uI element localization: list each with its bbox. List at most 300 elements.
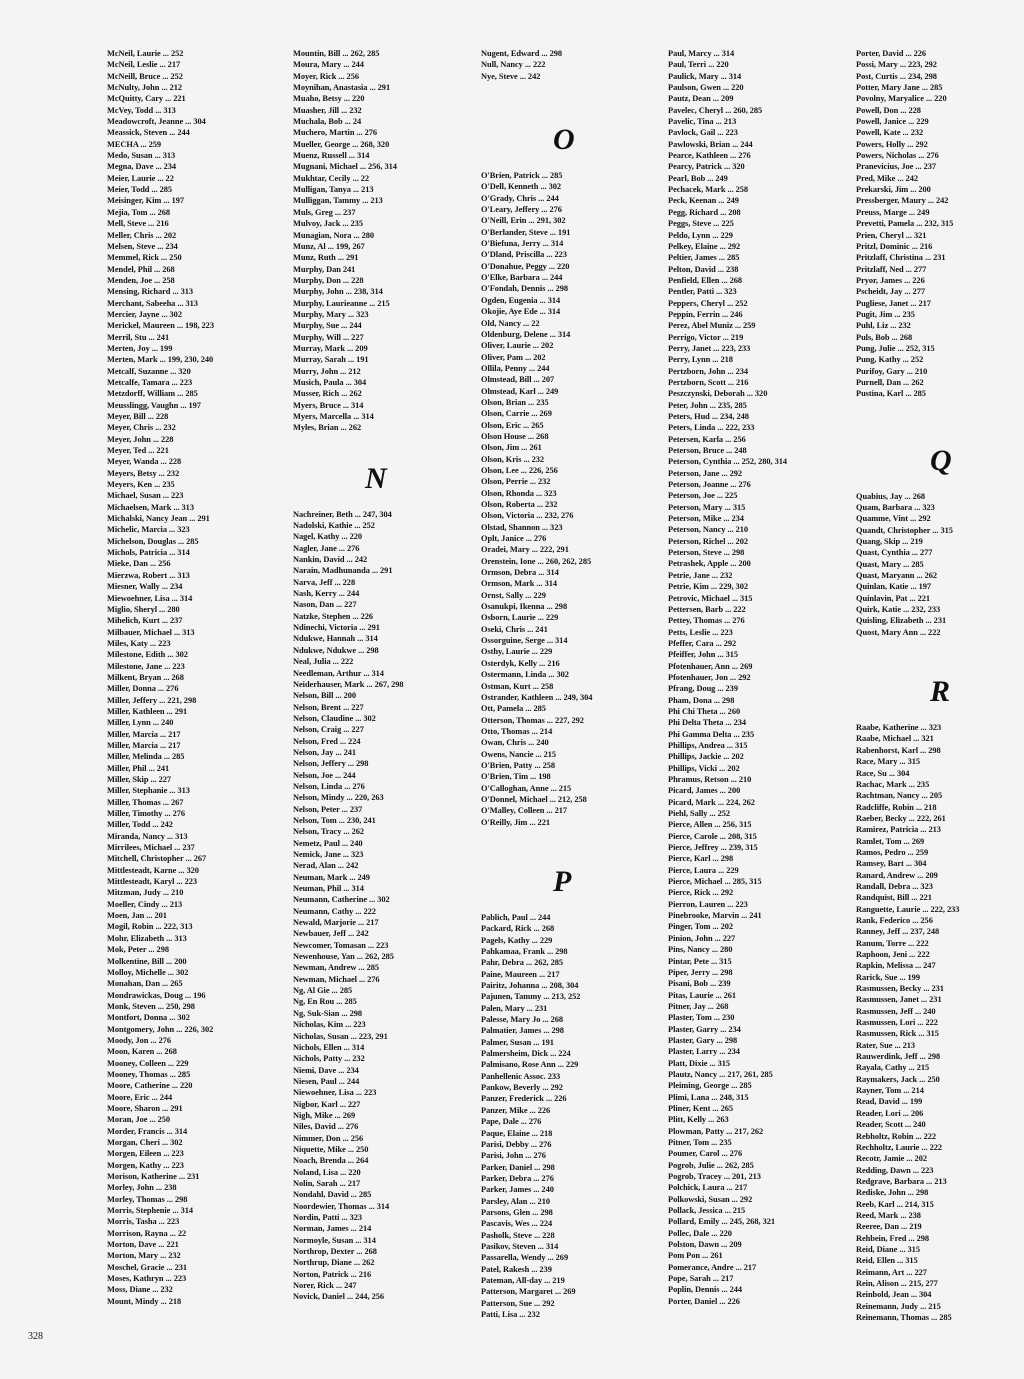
index-entry: Pearce, Kathleen ... 276 xyxy=(668,151,751,161)
index-entry: McNeil, Laurie ... 252 xyxy=(107,49,184,58)
index-entry: Paulick, Mary ... 314 xyxy=(668,71,742,81)
index-entry: Quabius, Jay ... 268 xyxy=(856,491,926,501)
index-entry: Mooney, Thomas ... 285 xyxy=(107,1069,191,1079)
index-entry: Nash, Kerry ... 244 xyxy=(293,589,360,599)
index-entry: Michalski, Nancy Jean ... 291 xyxy=(107,514,210,524)
index-entry: Phillips, Vicki ... 202 xyxy=(668,763,740,773)
index-entry: Moran, Joe ... 250 xyxy=(107,1115,171,1125)
index-entry: Nelson, Joe ... 244 xyxy=(293,770,356,780)
index-entry: Oliver, Pam ... 202 xyxy=(481,352,546,362)
index-entry: Panzer, Mike ... 226 xyxy=(481,1105,551,1115)
index-entry: Pitner, Tom ... 235 xyxy=(668,1138,732,1147)
index-entry: Muls, Greg ... 237 xyxy=(293,207,356,217)
index-entry: Reader, Scott ... 240 xyxy=(856,1120,926,1130)
index-entry: Miller, Thomas ... 267 xyxy=(107,797,184,807)
index-entry: Petrie, Jane ... 232 xyxy=(668,570,733,580)
index-entry: Meyer, Ted ... 221 xyxy=(107,446,169,456)
index-entry: Pasholk, Steve ... 228 xyxy=(481,1230,555,1240)
index-entry: Peters, Hud ... 234, 248 xyxy=(668,412,749,421)
index-entry: Peterson, Nancy ... 210 xyxy=(668,525,749,535)
index-entry: Michael, Susan ... 223 xyxy=(107,491,184,501)
index-entry: Merril, Stu ... 241 xyxy=(107,332,170,342)
index-entry: Pelton, David ... 238 xyxy=(668,264,739,274)
index-entry: Phillips, Jackie ... 202 xyxy=(668,752,744,762)
index-entry: Miranda, Nancy ... 313 xyxy=(107,831,188,841)
index-entry: Melsen, Steve ... 234 xyxy=(107,241,178,251)
index-entry: Milkent, Bryan ... 268 xyxy=(107,672,184,682)
index-entry: O'Dland, Priscilla ... 223 xyxy=(481,250,567,260)
index-entry: Niewoehner, Lisa ... 223 xyxy=(293,1088,377,1098)
index-entry: Meadowcroft, Jeanne ... 304 xyxy=(107,117,206,127)
index-entry: Myles, Brian ... 262 xyxy=(293,423,362,433)
index-entry: Mittlesteadt, Karne ... 320 xyxy=(107,865,199,875)
index-entry: Nelson, Tracy ... 262 xyxy=(293,827,364,837)
index-entry: Olson, Victoria ... 232, 276 xyxy=(481,511,574,521)
index-entry: Olson, Carrie ... 269 xyxy=(481,409,552,419)
index-entry: Monk, Steven ... 250, 298 xyxy=(107,1001,195,1011)
index-entry: Pegg, Richard ... 208 xyxy=(668,207,741,217)
index-entry: Plaster, Larry ... 234 xyxy=(668,1047,740,1057)
index-entry: Packard, Rick ... 268 xyxy=(481,924,555,934)
index-entry: Olson, Kris ... 232 xyxy=(481,454,545,464)
index-entry: Panzer, Frederick ... 226 xyxy=(481,1094,567,1104)
index-entry: Metcalfe, Tamara ... 223 xyxy=(107,377,193,387)
index-entry: Neumann, Cathy ... 222 xyxy=(293,906,376,916)
index-entry: Ranguette, Laurie ... 222, 233 xyxy=(856,904,960,914)
index-entry: Morgan, Cheri ... 302 xyxy=(107,1138,183,1147)
index-entry: Pierce, Rick ... 292 xyxy=(668,888,734,898)
index-entry: Preuss, Marge ... 249 xyxy=(856,207,930,217)
index-entry: O'Brien, Patrick ... 285 xyxy=(481,171,563,181)
index-entry: Normoyle, Susan ... 314 xyxy=(293,1235,376,1245)
index-entry: Nelson, Fred ... 224 xyxy=(293,736,361,746)
index-entry: MECHA ... 259 xyxy=(107,139,162,149)
index-column-4 xyxy=(668,48,846,1307)
index-entry: Pavelic, Tina ... 213 xyxy=(668,117,737,127)
index-entry: Miller, Phil ... 241 xyxy=(107,763,170,773)
index-entry: McNeil, Leslie ... 217 xyxy=(107,60,181,70)
index-entry: Ott, Pamela ... 285 xyxy=(481,704,546,714)
index-entry: Powell, Janice ... 229 xyxy=(856,117,929,127)
index-entry: Meier, Todd ... 285 xyxy=(107,185,173,195)
index-entry: Neuman, Phil ... 314 xyxy=(293,884,364,894)
index-entry: Perez, Abel Muniz ... 259 xyxy=(668,321,756,331)
index-entry: Peterson, Cynthia ... 252, 280, 314 xyxy=(668,457,787,467)
index-entry: Meyer, Bill ... 228 xyxy=(107,412,169,421)
index-entry: Pearl, Bob ... 249 xyxy=(668,173,728,183)
index-entry: Milestone, Edith ... 302 xyxy=(107,650,188,660)
index-entry: Northrup, Diane ... 262 xyxy=(293,1258,375,1268)
index-entry: Pfeffer, Cara ... 292 xyxy=(668,638,737,648)
index-entry: Oliver, Laurie ... 202 xyxy=(481,341,554,351)
index-entry: Perry, Lynn ... 218 xyxy=(668,355,733,365)
index-entry: Peterson, Richel ... 202 xyxy=(668,536,748,546)
index-entry: Piper, Jerry ... 298 xyxy=(668,967,733,977)
index-entry: Palen, Mary ... 231 xyxy=(481,1003,548,1013)
index-entry: Molkentine, Bill ... 200 xyxy=(107,956,187,966)
index-entry: Rebholtz, Robin ... 222 xyxy=(856,1131,937,1141)
index-entry: Pugit, Jim ... 235 xyxy=(856,309,915,319)
index-entry: Pfotenhauer, Jon ... 292 xyxy=(668,672,751,682)
index-entry: Miglio, Sheryl ... 280 xyxy=(107,604,180,614)
index-entry: Nigh, Mike ... 269 xyxy=(293,1110,356,1120)
index-entry: Mount, Mindy ... 218 xyxy=(107,1296,182,1306)
index-entry: Moore, Sharon ... 291 xyxy=(107,1103,183,1113)
index-entry: Pelkey, Elaine ... 292 xyxy=(668,241,741,251)
index-entry: Reeb, Karl ... 214, 315 xyxy=(856,1199,934,1209)
index-entry: Pollack, Jessica ... 215 xyxy=(668,1206,746,1216)
index-entry: Ng, En Rou ... 285 xyxy=(293,997,357,1007)
index-entry: Quam, Barbara ... 323 xyxy=(856,503,935,512)
index-entry: Olson, Eric ... 265 xyxy=(481,420,544,430)
index-entry: Purnell, Dan ... 262 xyxy=(856,377,924,387)
index-entry: Plaster, Tom ... 230 xyxy=(668,1013,735,1023)
index-entry: Peppers, Cheryl ... 252 xyxy=(668,298,748,308)
index-entry: Mogil, Robin ... 222, 313 xyxy=(107,922,193,932)
index-entry: Pfotenhauer, Ann ... 269 xyxy=(668,661,753,671)
index-entry: Muchero, Martin ... 276 xyxy=(293,128,378,138)
index-entry: Needleman, Arthur ... 314 xyxy=(293,668,384,678)
index-entry: Powell, Don ... 228 xyxy=(856,105,921,115)
index-entry: Mueller, George ... 268, 320 xyxy=(293,139,390,149)
index-entry: Ndukwe, Ndukwe ... 298 xyxy=(293,645,379,655)
index-entry: Michols, Patricia ... 314 xyxy=(107,548,190,558)
index-entry: Moses, Kathryn ... 223 xyxy=(107,1274,187,1284)
index-entry: Moeller, Cindy ... 213 xyxy=(107,899,183,909)
index-entry: Merickel, Maureen ... 198, 223 xyxy=(107,321,214,331)
index-entry: Pasikov, Steven ... 314 xyxy=(481,1241,559,1251)
index-entry: Nemetz, Paul ... 240 xyxy=(293,838,363,848)
index-entry: Reader, Lori ... 206 xyxy=(856,1108,924,1118)
index-entry: McNulty, John ... 212 xyxy=(107,83,183,93)
index-entry: Polston, Dawn ... 209 xyxy=(668,1240,742,1250)
index-entry: Oplt, Janice ... 276 xyxy=(481,534,547,544)
index-entry: Neal, Julia ... 222 xyxy=(293,657,354,667)
index-entry: Montfort, Donna ... 302 xyxy=(107,1013,190,1023)
index-entry: Miller, Todd ... 242 xyxy=(107,820,173,830)
index-entry: Noach, Brenda ... 264 xyxy=(293,1156,369,1166)
index-entry: Morton, Mary ... 232 xyxy=(107,1251,181,1261)
index-entry: Nachreiner, Beth ... 247, 304 xyxy=(293,509,392,519)
index-entry: Ormson, Debra ... 314 xyxy=(481,568,559,578)
index-entry: Oseki, Chris ... 241 xyxy=(481,624,548,634)
index-entry: Quisling, Elizabeth ... 231 xyxy=(856,616,947,626)
index-entry: Morder, Francis ... 314 xyxy=(107,1126,188,1136)
index-entry: Murphy, Laurieanne ... 215 xyxy=(293,298,390,308)
index-entry: Mirrilees, Michael ... 237 xyxy=(107,843,195,853)
index-entry: Pustina, Karl ... 285 xyxy=(856,389,926,399)
index-entry: Pierce, Michael ... 285, 315 xyxy=(668,877,762,887)
index-entry: Olstad, Shannon ... 323 xyxy=(481,522,563,532)
index-entry: Ndinechi, Victoria ... 291 xyxy=(293,623,380,633)
index-entry: Pierce, Carole ... 208, 315 xyxy=(668,831,757,841)
index-entry: Owan, Chris ... 240 xyxy=(481,738,549,748)
index-entry: Murphy, Dan 241 xyxy=(293,264,356,274)
index-entry: Quandt, Christopher ... 315 xyxy=(856,525,953,535)
index-entry: Musser, Rich ... 262 xyxy=(293,389,362,399)
index-entry: Raphoon, Jeni ... 222 xyxy=(856,950,930,959)
index-entry: Michelson, Douglas ... 285 xyxy=(107,536,199,546)
index-entry: O'Elke, Barbara ... 244 xyxy=(481,273,563,283)
index-entry: Nelson, Bill ... 200 xyxy=(293,691,356,701)
index-entry: Quost, Mary Ann ... 222 xyxy=(856,627,941,637)
index-entry: Pliner, Kent ... 265 xyxy=(668,1103,733,1113)
index-entry: Morgen, Kathy ... 223 xyxy=(107,1160,184,1170)
index-entry: Pautz, Dean ... 209 xyxy=(668,94,734,104)
index-entry: Parsons, Glen ... 298 xyxy=(481,1207,553,1217)
index-entry: Pettersen, Barb ... 222 xyxy=(668,604,746,614)
index-entry: Pung, Julie ... 252, 315 xyxy=(856,343,935,353)
index-entry: Ranum, Torre ... 222 xyxy=(856,938,929,948)
index-entry: Peters, Linda ... 222, 233 xyxy=(668,423,755,433)
index-entry: Quast, Cynthia ... 277 xyxy=(856,548,933,558)
index-entry: Ormson, Mark ... 314 xyxy=(481,579,557,589)
index-entry: Nason, Dan ... 227 xyxy=(293,600,357,610)
index-entry: Mohr, Elizabeth ... 313 xyxy=(107,933,187,943)
index-entry: Palmer, Susan ... 191 xyxy=(481,1037,554,1047)
index-entry: Quamme, Vint ... 292 xyxy=(856,514,931,524)
index-entry: Munz, Ruth ... 291 xyxy=(293,253,359,263)
index-entry: Raabe, Michael ... 321 xyxy=(856,734,934,744)
index-entry: Radcliffe, Robin ... 218 xyxy=(856,802,937,812)
index-entry: Petersen, Karla ... 256 xyxy=(668,434,746,444)
index-entry: Olson, Jim ... 261 xyxy=(481,443,542,453)
index-entry: Peterson, Mike ... 234 xyxy=(668,514,744,524)
index-entry: Nelson, Peter ... 237 xyxy=(293,804,363,814)
section-letter-p: P xyxy=(553,864,572,898)
index-entry: Milestone, Jane ... 223 xyxy=(107,661,185,671)
index-entry: Murray, Mark ... 209 xyxy=(293,343,368,353)
index-entry: Pung, Kathy ... 252 xyxy=(856,355,924,365)
index-entry: Rachtman, Nancy ... 205 xyxy=(856,791,943,801)
index-entry: Powers, Holly ... 292 xyxy=(856,139,928,149)
index-entry: Possi, Mary ... 223, 292 xyxy=(856,60,937,70)
index-entry: Pryor, James ... 226 xyxy=(856,275,925,285)
index-entry: Race, Su ... 304 xyxy=(856,768,910,778)
index-entry: Miles, Katy ... 223 xyxy=(107,638,171,648)
index-entry: Nicholas, Susan ... 223, 291 xyxy=(293,1031,388,1041)
index-entry: Petrovic, Michael ... 315 xyxy=(668,593,753,603)
index-entry: Ramirez, Patricia ... 213 xyxy=(856,825,941,835)
index-entry: Nordin, Patti ... 323 xyxy=(293,1213,362,1222)
index-entry: Murphy, Don ... 228 xyxy=(293,275,364,285)
index-entry: Nerad, Alan ... 242 xyxy=(293,861,359,871)
index-entry: Meier, Laurie ... 22 xyxy=(107,173,174,183)
index-entry: Meyers, Ken ... 235 xyxy=(107,480,175,490)
index-entry: Prekarski, Jim ... 200 xyxy=(856,185,931,195)
index-entry: Palesse, Mary Jo ... 268 xyxy=(481,1015,564,1025)
index-entry: Pollard, Emily ... 245, 268, 321 xyxy=(668,1217,776,1227)
index-entry: Porter, Daniel ... 226 xyxy=(668,1296,740,1306)
index-entry: Paque, Elaine ... 218 xyxy=(481,1128,553,1138)
index-entry: Piehl, Sally ... 252 xyxy=(668,809,731,819)
index-entry: Nicholas, Kim ... 223 xyxy=(293,1020,366,1030)
index-column-1 xyxy=(107,48,285,1307)
index-entry: Nankin, David ... 242 xyxy=(293,555,368,565)
index-entry: O'Leary, Jeffery ... 276 xyxy=(481,205,562,215)
index-entry: Meyer, Chris ... 232 xyxy=(107,423,176,433)
index-entry: Rauwerdink, Jeff ... 298 xyxy=(856,1052,941,1062)
index-entry: Platt, Dixie ... 315 xyxy=(668,1058,731,1068)
index-entry: Morley, Thomas ... 298 xyxy=(107,1194,188,1204)
index-entry: Randall, Debra ... 323 xyxy=(856,881,933,891)
index-entry: Myers, Marcella ... 314 xyxy=(293,412,374,421)
index-entry: Pugliese, Janet ... 217 xyxy=(856,298,931,308)
index-entry: Plowman, Patty ... 217, 262 xyxy=(668,1126,764,1136)
index-entry: Palmatier, James ... 298 xyxy=(481,1026,564,1036)
index-entry: Okojie, Aye Ede ... 314 xyxy=(481,307,561,317)
index-entry: Passarella, Wendy ... 269 xyxy=(481,1253,569,1263)
index-entry: Mondrawickas, Doug ... 196 xyxy=(107,990,206,1000)
index-entry: Nelson, Jeffery ... 298 xyxy=(293,759,369,769)
index-entry: Newbauer, Jeff ... 242 xyxy=(293,929,369,939)
index-entry: Parker, James ... 240 xyxy=(481,1185,554,1195)
index-entry: Pitas, Laurie ... 261 xyxy=(668,990,737,1000)
index-entry: Moura, Mary ... 244 xyxy=(293,60,364,70)
index-entry: Pairitz, Johanna ... 208, 304 xyxy=(481,981,579,991)
index-entry: Pscheidt, Jay ... 277 xyxy=(856,287,925,297)
index-entry: Post, Curtis ... 234, 298 xyxy=(856,71,937,81)
index-entry: Phi Gamma Delta ... 235 xyxy=(668,729,755,739)
index-entry: Pankow, Beverly ... 292 xyxy=(481,1083,563,1093)
index-entry: Moss, Diane ... 232 xyxy=(107,1285,173,1295)
index-entry: Muaho, Betsy ... 220 xyxy=(293,94,365,104)
index-entry: Moen, Jan ... 201 xyxy=(107,911,167,921)
index-entry: Pranevicius, Joe ... 237 xyxy=(856,162,936,172)
index-entry: Miesner, Wally ... 234 xyxy=(107,582,183,592)
index-entry: Nondahl, David ... 285 xyxy=(293,1190,372,1200)
index-entry: Ramsey, Bart ... 304 xyxy=(856,859,927,869)
index-entry: Pisani, Bob ... 239 xyxy=(668,979,731,989)
index-entry: Pape, Dale ... 276 xyxy=(481,1117,542,1127)
index-entry: Newenhouse, Yan ... 262, 285 xyxy=(293,952,394,962)
index-entry: Reid, Diane ... 315 xyxy=(856,1244,920,1254)
index-entry: Rasmussen, Rick ... 315 xyxy=(856,1029,939,1039)
index-entry: Rarick, Sue ... 199 xyxy=(856,972,920,982)
index-entry: Olmstead, Karl ... 249 xyxy=(481,386,559,396)
index-entry: Plautz, Nancy ... 217, 261, 285 xyxy=(668,1069,773,1079)
index-entry: Moore, Eric ... 244 xyxy=(107,1092,173,1102)
index-entry: Old, Nancy ... 22 xyxy=(481,318,540,328)
index-entry: Nimmer, Don ... 256 xyxy=(293,1133,364,1143)
index-entry: Quinlavin, Pat ... 221 xyxy=(856,593,931,603)
index-entry: Polchick, Laura ... 217 xyxy=(668,1183,748,1193)
index-entry: Petrie, Kim ... 229, 302 xyxy=(668,582,748,592)
index-entry: Rasmussen, Lori ... 222 xyxy=(856,1018,938,1028)
index-entry: Ramlet, Tom ... 269 xyxy=(856,836,925,846)
index-entry: Plaster, Garry ... 234 xyxy=(668,1024,741,1034)
index-entry: Rayner, Tom ... 214 xyxy=(856,1086,924,1096)
index-entry: Narva, Jeff ... 228 xyxy=(293,577,356,587)
index-entry: Olson, Brian ... 235 xyxy=(481,397,549,407)
index-entry: Molloy, Michelle ... 302 xyxy=(107,967,189,977)
index-entry: Peterson, Steve ... 298 xyxy=(668,548,745,558)
index-entry: Olson, Roberta ... 232 xyxy=(481,500,558,509)
index-entry: Noordewier, Thomas ... 314 xyxy=(293,1201,390,1211)
index-entry: Newald, Marjorie ... 217 xyxy=(293,918,379,928)
index-entry: Miller, Jeffery ... 221, 298 xyxy=(107,695,197,705)
index-entry: Ng, Suk-Sian ... 298 xyxy=(293,1008,363,1018)
index-entry: Pins, Nancy ... 280 xyxy=(668,945,733,955)
index-entry: Meusslingg, Vaughn ... 197 xyxy=(107,400,201,410)
index-entry: Montgomery, John ... 226, 302 xyxy=(107,1024,214,1034)
index-entry: Peterson, Mary ... 315 xyxy=(668,502,746,512)
index-entry: Olson, Perrie ... 232 xyxy=(481,477,551,487)
index-entry: Miewoehner, Lisa ... 314 xyxy=(107,593,193,603)
index-entry: O'Reilly, Jim ... 221 xyxy=(481,817,550,827)
index-entry: Pavlock, Gail ... 223 xyxy=(668,128,738,138)
index-entry: Megna, Dave ... 234 xyxy=(107,162,177,172)
index-entry: Reeree, Dan ... 219 xyxy=(856,1222,922,1232)
index-entry: Rank, Federico ... 256 xyxy=(856,915,933,925)
index-entry: Newman, Andrew ... 285 xyxy=(293,963,379,973)
index-entry: Reinbold, Jean ... 304 xyxy=(856,1290,932,1300)
index-entry: Pleiming, George ... 285 xyxy=(668,1081,752,1091)
index-entry: Redding, Dawn ... 223 xyxy=(856,1165,934,1175)
index-entry: Michaelsen, Mark ... 313 xyxy=(107,502,194,512)
index-entry: Puhl, Liz ... 232 xyxy=(856,321,911,331)
index-entry: Pritzl, Dominic ... 216 xyxy=(856,241,933,251)
index-entry: Raymakers, Jack ... 250 xyxy=(856,1074,940,1084)
index-entry: Morley, John ... 238 xyxy=(107,1183,177,1193)
index-entry: Olson, Rhonda ... 323 xyxy=(481,488,557,498)
index-entry: Pentler, Patti ... 323 xyxy=(668,287,737,297)
index-entry: Plaster, Gary ... 298 xyxy=(668,1035,738,1045)
index-entry: Morrison, Rayna ... 22 xyxy=(107,1228,187,1238)
index-entry: Peppin, Ferrin ... 246 xyxy=(668,309,743,319)
index-entry: Peltier, James ... 285 xyxy=(668,253,740,263)
index-entry: Olmstead, Bill ... 207 xyxy=(481,375,555,385)
index-entry: Pfrang, Doug ... 239 xyxy=(668,684,738,694)
index-entry: Morton, Dave ... 221 xyxy=(107,1240,179,1250)
index-entry: Ng, Al Gie ... 285 xyxy=(293,986,353,996)
index-entry: Paulson, Gwen ... 220 xyxy=(668,83,744,93)
index-entry: Nolin, Sarah ... 217 xyxy=(293,1178,361,1188)
index-entry: Rasmussen, Janet ... 231 xyxy=(856,995,942,1005)
index-entry: Novick, Daniel ... 244, 256 xyxy=(293,1292,385,1302)
index-entry: Norton, Patrick ... 216 xyxy=(293,1269,372,1279)
index-entry: O'Brien, Tim ... 198 xyxy=(481,772,551,782)
index-entry: Peterson, Jane ... 292 xyxy=(668,468,743,478)
index-entry: Mierzwa, Robert ... 313 xyxy=(107,570,190,580)
index-entry: Natzke, Stephen ... 226 xyxy=(293,611,374,621)
index-entry: Quang, Skip ... 219 xyxy=(856,537,923,547)
section-letter-r: R xyxy=(930,675,951,709)
index-entry: Miller, Stephanie ... 313 xyxy=(107,786,190,796)
index-entry: Pascavis, Wes ... 224 xyxy=(481,1219,553,1229)
index-entry: Pierron, Lauren ... 223 xyxy=(668,899,748,909)
index-entry: Paul, Marcy ... 314 xyxy=(668,49,735,58)
index-entry: Pogrob, Tracey ... 201, 213 xyxy=(668,1172,761,1182)
index-entry: Pinebrooke, Marvin ... 241 xyxy=(668,911,762,921)
index-entry: Pechacek, Mark ... 258 xyxy=(668,185,749,195)
index-entry: Povolny, Maryalice ... 220 xyxy=(856,94,947,104)
index-entry: Raabe, Katherine ... 323 xyxy=(856,723,942,733)
index-entry: Paine, Maureen ... 217 xyxy=(481,969,560,979)
index-entry: Nye, Steve ... 242 xyxy=(481,71,541,81)
index-entry: Meller, Chris ... 202 xyxy=(107,230,177,240)
index-entry: Munz, Al ... 199, 267 xyxy=(293,241,365,251)
index-entry: Picard, Mark ... 224, 262 xyxy=(668,797,755,807)
index-entry: Peterson, Joanne ... 276 xyxy=(668,480,751,490)
index-entry: Meisinger, Kim ... 197 xyxy=(107,196,184,206)
index-entry: Null, Nancy ... 222 xyxy=(481,60,546,70)
index-entry: Pablich, Paul ... 244 xyxy=(481,912,551,922)
index-entry: Panhellenic Assoc. 233 xyxy=(481,1071,561,1081)
index-entry: Nadolski, Kathie ... 252 xyxy=(293,521,375,531)
index-entry: Moore, Catherine ... 220 xyxy=(107,1081,193,1091)
index-entry: Miller, Donna ... 276 xyxy=(107,684,179,694)
